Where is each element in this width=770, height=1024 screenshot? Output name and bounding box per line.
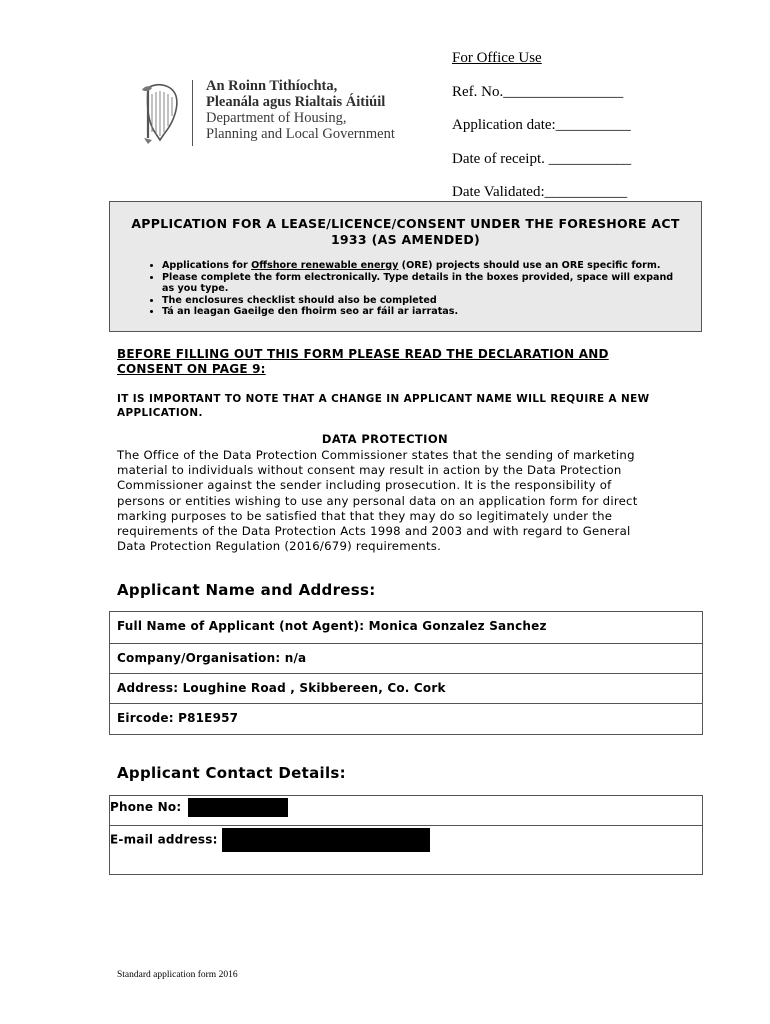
redacted-phone bbox=[188, 798, 288, 817]
date-validated-field: Date Validated:___________ bbox=[452, 184, 628, 200]
ore-link[interactable]: Offshore renewable energy bbox=[251, 260, 399, 271]
bullet-text: Applications for bbox=[162, 260, 252, 271]
list-item: • Please complete the form electronically. Type details in the boxes provided, space will expand as you type. bbox=[162, 272, 701, 295]
form-title-box bbox=[109, 201, 702, 332]
applicant-name-heading: Applicant Name and Address: bbox=[117, 581, 376, 599]
list-item: • The enclosures checklist should also be completed bbox=[162, 295, 701, 307]
dept-name-irish-1: An Roinn Tithíochta, bbox=[206, 78, 338, 94]
department-name bbox=[206, 78, 395, 142]
form-title: APPLICATION FOR A LEASE/LICENCE/CONSENT UNDER THE FORESHORE ACT 1933 (AS AMENDED) bbox=[131, 216, 680, 247]
dept-name-english-2: Planning and Local Government bbox=[206, 126, 395, 142]
data-protection-body: The Office of the Data Protection Commissioner states that the sending of marketing material to individuals without consent may result in action by the Data Protection Commissioner against the sender including prosecution. It is the responsibility of persons or entities wishing to use any personal data on an application form for direct marking purposes to be satisfied that that they may do so legitimately under the requirements of the Data Protection Acts 1998 and 2003 and with regard to General Data Protection Regulation (2016/679) requirements. bbox=[117, 448, 638, 554]
harp-icon bbox=[138, 82, 182, 144]
bullet-text: (ORE) projects should use an ORE specific form. bbox=[398, 260, 661, 271]
ref-no-field: Ref. No.________________ bbox=[452, 83, 624, 100]
footer-text: Standard application form 2016 bbox=[117, 970, 238, 980]
office-use-title: For Office Use bbox=[452, 50, 542, 66]
list-item bbox=[162, 260, 701, 272]
redacted-email bbox=[222, 828, 430, 852]
dept-name-irish-2: Pleanála agus Rialtais Áitiúil bbox=[206, 94, 386, 110]
logo-divider bbox=[192, 80, 193, 146]
application-date-field: Application date:__________ bbox=[452, 117, 631, 133]
data-protection-title: DATA PROTECTION bbox=[321, 432, 449, 446]
date-of-receipt-field: Date of receipt. ___________ bbox=[452, 150, 632, 167]
contact-details-heading: Applicant Contact Details: bbox=[117, 764, 346, 782]
office-use-block bbox=[452, 50, 631, 218]
eircode-field[interactable]: Eircode: P81E957 bbox=[117, 711, 239, 725]
contact-table bbox=[109, 795, 703, 875]
dept-name-english-1: Department of Housing, bbox=[206, 110, 347, 126]
email-field[interactable] bbox=[110, 826, 702, 874]
applicant-table bbox=[109, 611, 703, 735]
department-logo bbox=[138, 80, 418, 150]
list-item: • Tá an leagan Gaeilge den fhoirm seo ar fáil ar iarratas. bbox=[162, 306, 701, 318]
address-field[interactable]: Address: Loughine Road , Skibbereen, Co. Cork bbox=[110, 674, 702, 704]
full-name-field[interactable]: Full Name of Applicant (not Agent): Monica Gonzalez Sanchez bbox=[110, 612, 702, 644]
email-label: E-mail address: bbox=[110, 832, 218, 847]
notice-list bbox=[110, 260, 701, 318]
phone-field[interactable] bbox=[110, 796, 702, 826]
company-field[interactable]: Company/Organisation: n/a bbox=[110, 644, 702, 674]
before-filling-notice: BEFORE FILLING OUT THIS FORM PLEASE READ THE DECLARATION AND CONSENT ON PAGE 9: bbox=[117, 347, 609, 376]
important-note: IT IS IMPORTANT TO NOTE THAT A CHANGE IN APPLICANT NAME WILL REQUIRE A NEW APPLICATION. bbox=[117, 393, 650, 419]
phone-label: Phone No: bbox=[110, 800, 182, 814]
